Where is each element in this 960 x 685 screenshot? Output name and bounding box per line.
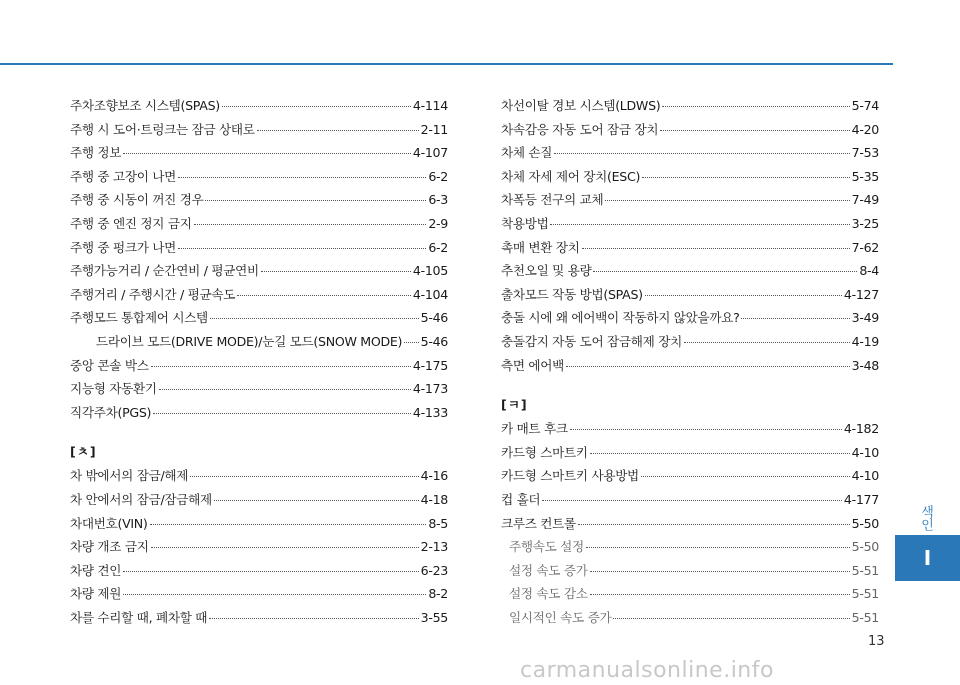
index-entry-page: 5-35: [851, 168, 879, 184]
index-entry-title: 주행 정보: [70, 145, 122, 161]
index-entry-title: 주행가능거리 / 순간연비 / 평균연비: [70, 263, 259, 279]
dot-leader: [214, 500, 419, 501]
side-tab-index: I: [895, 535, 960, 581]
index-entry-title: 지능형 자동환기: [70, 381, 157, 397]
index-entry-title: 차량 제원: [70, 586, 122, 602]
page-number: 13: [868, 634, 885, 649]
dot-leader: [578, 524, 850, 525]
dot-leader: [554, 153, 849, 154]
index-group-right-1: [501, 95, 879, 378]
index-entry-title: 주행 중 펑크가 나면: [70, 239, 177, 255]
index-entry: [501, 465, 879, 489]
dot-leader: [257, 130, 419, 131]
dot-leader: [741, 318, 849, 319]
index-entry: [501, 536, 879, 560]
dot-leader: [123, 594, 426, 595]
index-entry-title: 차선이탈 경보 시스템(LDWS): [501, 98, 661, 113]
index-entry: [70, 142, 448, 166]
index-entry-title: 중앙 콘솔 박스: [70, 357, 149, 373]
index-entry-page: 5-51: [851, 609, 879, 625]
dot-leader: [590, 571, 850, 572]
index-entry-title: 카드형 스마트키: [501, 444, 588, 460]
index-entry-page: 2-13: [420, 539, 448, 555]
index-entry-page: 4-177: [843, 491, 879, 507]
side-tab-label: 색인: [918, 505, 933, 531]
dot-leader: [261, 271, 411, 272]
index-entry-title: 주행모드 통합제어 시스템: [70, 310, 208, 326]
index-entry-title: 크루즈 컨트롤: [501, 515, 576, 531]
index-entry-page: 6-2: [428, 239, 448, 255]
index-entry-title: 설정 속도 증가: [509, 562, 588, 578]
index-entry-title: 직각주차(PGS): [70, 404, 152, 420]
index-column-right: [501, 95, 879, 630]
index-entry-page: 6-23: [420, 562, 448, 578]
index-entry-title: 설정 속도 감소: [509, 586, 588, 602]
dot-leader: [684, 342, 850, 343]
index-entry-page: 5-51: [851, 562, 879, 578]
index-entry-title: 차체 자세 제어 장치(ESC): [501, 168, 641, 184]
top-divider: [0, 63, 893, 65]
index-entry-page: 5-46: [420, 333, 448, 349]
dot-leader: [205, 200, 426, 201]
index-entry-page: 4-18: [420, 491, 448, 507]
index-column-left: [70, 95, 448, 630]
index-entry: [501, 583, 879, 607]
index-entry-page: 4-133: [412, 404, 448, 420]
dot-leader: [570, 429, 842, 430]
dot-leader: [194, 224, 427, 225]
index-entry: [70, 95, 448, 119]
watermark: carmanualsonline.info: [520, 658, 774, 683]
index-entry-title: 충돌감지 자동 도어 잠금해제 장치: [501, 333, 682, 349]
dot-leader: [590, 453, 850, 454]
dot-leader: [178, 177, 426, 178]
dot-leader: [590, 594, 850, 595]
index-entry-page: 7-62: [851, 239, 879, 255]
dot-leader: [660, 130, 849, 131]
index-entry-page: 4-10: [851, 444, 879, 460]
dot-leader: [613, 618, 849, 619]
dot-leader: [542, 500, 842, 501]
index-entry: [70, 560, 448, 584]
index-entry-page: 7-49: [851, 192, 879, 208]
index-entry-title: 카드형 스마트키 사용방법: [501, 468, 639, 484]
dot-leader: [123, 153, 411, 154]
index-entry-page: 4-20: [851, 121, 879, 137]
index-entry-page: 4-175: [412, 357, 448, 373]
index-entry: [70, 489, 448, 513]
index-entry-title: 일시적인 속도 증가: [509, 609, 612, 625]
index-entry: [501, 260, 879, 284]
index-entry-page: 4-182: [843, 421, 879, 437]
dot-leader: [159, 389, 411, 390]
index-entry: [501, 355, 879, 379]
dot-leader: [662, 106, 849, 107]
dot-leader: [123, 571, 418, 572]
index-entry-page: 5-51: [851, 586, 879, 602]
dot-leader: [222, 106, 411, 107]
index-entry-title: 주행 시 도어·트렁크는 잠금 상태로: [70, 121, 255, 137]
index-entry-title: 차량 견인: [70, 562, 122, 578]
index-group-left-1: [70, 95, 448, 425]
index-entry: [501, 142, 879, 166]
index-entry-title: 추천오일 및 용량: [501, 263, 592, 279]
dot-leader: [153, 413, 411, 414]
index-entry-page: 4-19: [851, 333, 879, 349]
dot-leader: [237, 295, 411, 296]
dot-leader: [641, 476, 850, 477]
index-entry-page: 3-48: [851, 357, 879, 373]
index-entry-page: 3-49: [851, 310, 879, 326]
dot-leader: [605, 200, 849, 201]
index-entry: [501, 119, 879, 143]
dot-leader: [642, 177, 850, 178]
index-entry: [70, 465, 448, 489]
dot-leader: [586, 547, 850, 548]
dot-leader: [209, 618, 418, 619]
index-entry: [501, 513, 879, 537]
index-entry-page: 5-50: [851, 539, 879, 555]
index-entry-title: 드라이브 모드(DRIVE MODE)/눈길 모드(SNOW MODE): [96, 333, 403, 349]
dot-leader: [178, 248, 426, 249]
index-entry-page: 2-11: [420, 121, 448, 137]
index-group-left-2: [70, 465, 448, 630]
index-entry: [70, 355, 448, 379]
index-entry: [501, 560, 879, 584]
index-entry: [70, 607, 448, 631]
index-entry-title: 출차모드 작동 방법(SPAS): [501, 286, 643, 302]
dot-leader: [151, 547, 419, 548]
dot-leader: [550, 224, 849, 225]
dot-leader: [582, 248, 850, 249]
index-entry-page: 4-16: [420, 468, 448, 484]
index-entry: [70, 166, 448, 190]
index-entry-title: 컵 홀더: [501, 491, 541, 507]
index-entry: [501, 442, 879, 466]
index-entry-title: 주행거리 / 주행시간 / 평균속도: [70, 286, 236, 302]
index-entry-page: 5-50: [851, 515, 879, 531]
section-heading-kieuk: [ㅋ]: [501, 397, 528, 413]
index-entry: [501, 284, 879, 308]
index-entry: [70, 189, 448, 213]
index-entry-title: 카 매트 후크: [501, 421, 568, 437]
index-entry: [501, 95, 879, 119]
index-entry: [501, 166, 879, 190]
index-entry-page: 4-104: [412, 286, 448, 302]
dot-leader: [645, 295, 842, 296]
index-entry: [70, 260, 448, 284]
index-entry: [501, 607, 879, 631]
index-entry: [70, 213, 448, 237]
index-entry: [501, 489, 879, 513]
index-group-right-2: [501, 418, 879, 630]
dot-leader: [404, 342, 418, 343]
dot-leader: [190, 476, 418, 477]
index-entry-title: 촉매 변환 장치: [501, 239, 580, 255]
index-entry-title: 충돌 시에 왜 에어백이 작동하지 않았을까요?: [501, 310, 740, 326]
index-entry-title: 차 밖에서의 잠금/해제: [70, 468, 189, 484]
index-entry-title: 주행 중 엔진 정지 금지: [70, 215, 192, 231]
index-entry-title: 주행속도 설정: [509, 539, 584, 555]
index-entry-page: 8-5: [428, 515, 448, 531]
index-entry-title: 차를 수리할 때, 폐차할 때: [70, 609, 208, 625]
index-entry: [70, 119, 448, 143]
index-entry-title: 차속감응 자동 도어 잠금 장치: [501, 121, 659, 137]
dot-leader: [566, 366, 850, 367]
index-entry-page: 4-10: [851, 468, 879, 484]
index-entry: [501, 189, 879, 213]
index-entry: [70, 513, 448, 537]
index-entry-page: 7-53: [851, 145, 879, 161]
index-entry-title: 주행 중 시동이 꺼진 경우: [70, 192, 204, 208]
index-entry: [501, 213, 879, 237]
index-entry-page: 4-127: [843, 286, 879, 302]
index-entry: [70, 402, 448, 426]
index-entry: [70, 237, 448, 261]
index-entry: [70, 331, 448, 355]
index-entry: [70, 284, 448, 308]
index-entry-page: 5-46: [420, 310, 448, 326]
index-entry-title: 측면 에어백: [501, 357, 565, 373]
dot-leader: [593, 271, 857, 272]
index-entry-page: 8-2: [428, 586, 448, 602]
index-entry-title: 차대번호(VIN): [70, 515, 148, 531]
index-entry-title: 차폭등 전구의 교체: [501, 192, 604, 208]
index-entry-page: 3-25: [851, 215, 879, 231]
index-entry-title: 착용방법: [501, 215, 549, 231]
index-entry-page: 8-4: [859, 263, 879, 279]
index-entry-page: 6-3: [428, 192, 448, 208]
index-entry-page: 4-105: [412, 263, 448, 279]
index-entry: [70, 378, 448, 402]
dot-leader: [210, 318, 419, 319]
index-entry-page: 2-9: [428, 215, 448, 231]
index-entry-title: 차 안에서의 잠금/잠금해제: [70, 491, 212, 507]
index-entry-page: 4-173: [412, 381, 448, 397]
section-heading-chieut: [ㅊ]: [70, 444, 97, 460]
index-entry-title: 주차조향보조 시스템(SPAS): [70, 98, 220, 113]
index-entry: [70, 307, 448, 331]
index-entry-page: 3-55: [420, 609, 448, 625]
index-entry: [70, 583, 448, 607]
dot-leader: [150, 524, 427, 525]
index-entry: [501, 418, 879, 442]
index-entry-title: 차량 개조 금지: [70, 539, 149, 555]
index-entry: [501, 237, 879, 261]
index-entry-page: 6-2: [428, 168, 448, 184]
index-entry-title: 차체 손질: [501, 145, 553, 161]
index-entry: [501, 307, 879, 331]
index-entry-page: 5-74: [851, 98, 879, 113]
index-entry-page: 4-114: [412, 98, 448, 113]
index-entry: [70, 536, 448, 560]
index-entry-page: 4-107: [412, 145, 448, 161]
dot-leader: [151, 366, 411, 367]
index-entry-title: 주행 중 고장이 나면: [70, 168, 177, 184]
index-entry: [501, 331, 879, 355]
